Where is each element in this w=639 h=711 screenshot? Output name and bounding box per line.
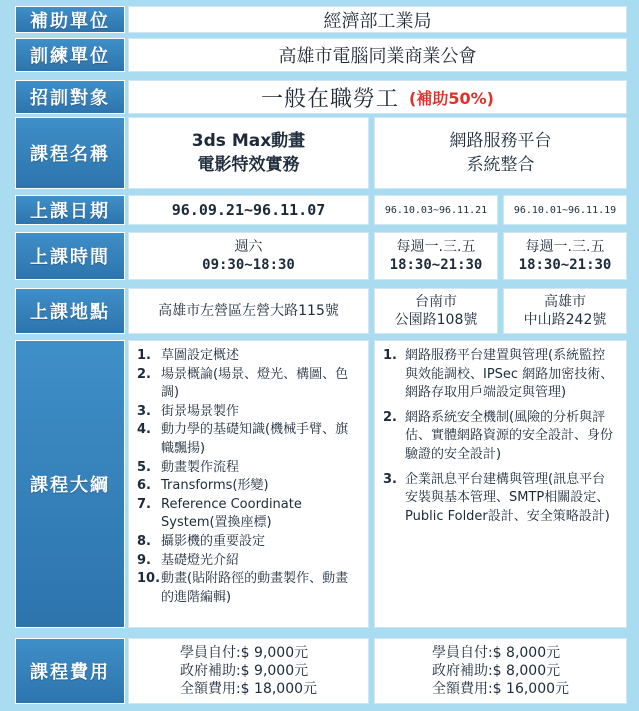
course2-name — [374, 117, 627, 189]
label-fees: 課程費用 — [15, 638, 125, 704]
outline-item — [137, 347, 360, 366]
outline-item-text: 基礎燈光介紹 — [161, 552, 240, 568]
course1-time — [128, 232, 369, 280]
outline-item — [137, 496, 360, 533]
course1-name-line1: 3ds Max動畫 — [191, 131, 306, 151]
outline-item-text: 動畫(貼附路徑的動畫製作、動畫的進階編輯) — [161, 571, 349, 605]
label-times: 上課時間 — [15, 232, 125, 280]
fee-total: 全額費用:$ 18,000元 — [179, 681, 318, 697]
course2-time-a-line1: 每週一.三.五 — [396, 239, 476, 255]
course1-time-line2: 09:30~18:30 — [202, 257, 295, 273]
course2-time-a-line2: 18:30~21:30 — [389, 257, 483, 273]
outline-item-number: 8. — [137, 533, 151, 549]
course2-outline — [374, 340, 627, 628]
course2-fees — [374, 638, 627, 704]
fee-gov: 政府補助:$ 9,000元 — [179, 663, 309, 679]
outline-item-number: 9. — [137, 552, 151, 568]
course1-name-line2: 電影特效實務 — [197, 155, 300, 175]
target-text: 一般在職勞工 — [261, 86, 400, 112]
outline-item — [383, 409, 618, 465]
fee-total: 全額費用:$ 16,000元 — [431, 681, 570, 697]
label-sponsor: 補助單位 — [15, 6, 125, 33]
course1-time-line1: 週六 — [234, 239, 263, 255]
outline-item-text: Reference Coordinate System(置換座標) — [161, 496, 302, 531]
outline-item-text: 網路系統安全機制(風險的分析與評估、實體網路資源的安全設計、身份驗證的安全設計) — [405, 409, 614, 462]
course2-location-b — [503, 288, 627, 334]
outline-item-text: 動畫製作流程 — [161, 459, 240, 475]
outline-item-text: 攝影機的重要設定 — [161, 533, 266, 549]
fee-self: 學員自付:$ 8,000元 — [431, 645, 561, 661]
outline-item-number: 1. — [137, 348, 151, 363]
label-location: 上課地點 — [15, 288, 125, 334]
subsidy-note: (補助50%) — [409, 88, 494, 108]
course2-location-a — [374, 288, 498, 334]
course2-location-b-line2: 中山路242號 — [523, 312, 607, 328]
course1-location: 高雄市左營區左營大路115號 — [128, 288, 369, 334]
course2-name-line1: 網路服務平台 — [449, 131, 552, 151]
trainer-value: 高雄市電腦同業商業公會 — [128, 38, 627, 72]
outline-item-number: 2. — [383, 409, 397, 425]
course2-fees-list — [432, 644, 569, 698]
course2-location-b-line1: 高雄市 — [544, 294, 586, 310]
outline-item-number: 2. — [137, 366, 151, 382]
fee-self: 學員自付:$ 9,000元 — [179, 645, 309, 661]
outline-item-number: 7. — [137, 496, 151, 512]
outline-item — [137, 570, 360, 607]
outline-item-text: 網路服務平台建置與管理(系統監控與效能調校、IPSec 網路加密技術、網路存取用戶端設定與管理) — [405, 348, 614, 401]
outline-item-number: 3. — [137, 403, 151, 419]
course1-date: 96.09.21~96.11.07 — [128, 195, 369, 225]
label-course-name: 課程名稱 — [15, 117, 125, 189]
outline-item — [137, 477, 360, 496]
label-trainer: 訓練單位 — [15, 38, 125, 72]
outline-item-number: 1. — [383, 348, 397, 363]
outline-item — [137, 459, 360, 478]
outline-item-number: 6. — [137, 478, 151, 494]
course1-fees-list — [180, 644, 317, 698]
outline-item — [137, 533, 360, 552]
label-dates: 上課日期 — [15, 195, 125, 225]
course2-date-a: 96.10.03~96.11.21 — [374, 195, 498, 225]
outline-item — [137, 552, 360, 571]
outline-item — [137, 403, 360, 422]
course2-location-a-line1: 台南市 — [415, 294, 457, 310]
course2-name-line2: 系統整合 — [466, 155, 535, 175]
outline-item — [383, 347, 618, 403]
course2-time-b-line2: 18:30~21:30 — [518, 257, 612, 273]
course1-name — [128, 117, 369, 189]
outline-item-number: 5. — [137, 459, 151, 475]
outline-item-text: 場景概論(場景、燈光、構圖、色調) — [161, 366, 349, 401]
outline-item — [383, 471, 618, 527]
label-target: 招訓對象 — [15, 80, 125, 114]
course2-location-a-line2: 公園路108號 — [394, 312, 478, 328]
outline-item-text: Transforms(形變) — [161, 478, 269, 494]
outline-item-text: 動力學的基礎知識(機械手臂、旗幟飄揚) — [161, 422, 349, 456]
course1-fees — [128, 638, 369, 704]
outline-item-number: 10. — [137, 571, 161, 587]
course2-time-a — [374, 232, 498, 280]
outline-item — [137, 421, 360, 458]
outline-item-number: 4. — [137, 422, 151, 438]
outline-item — [137, 366, 360, 403]
course2-time-b — [503, 232, 627, 280]
fee-gov: 政府補助:$ 8,000元 — [431, 663, 561, 679]
course1-outline — [128, 340, 369, 628]
outline-item-text: 街景場景製作 — [161, 403, 240, 419]
target-value — [128, 80, 627, 114]
course2-time-b-line1: 每週一.三.五 — [525, 239, 605, 255]
outline-item-text: 企業訊息平台建構與管理(訊息平台安裝與基本管理、SMTP相關設定、Public Folder設計、安全策略設計) — [405, 471, 610, 524]
outline-item-number: 3. — [383, 471, 397, 487]
outline-item-text: 草圖設定概述 — [161, 348, 240, 363]
course2-date-b: 96.10.01~96.11.19 — [503, 195, 627, 225]
sponsor-value: 經濟部工業局 — [128, 6, 627, 33]
label-outline: 課程大綱 — [15, 340, 125, 628]
